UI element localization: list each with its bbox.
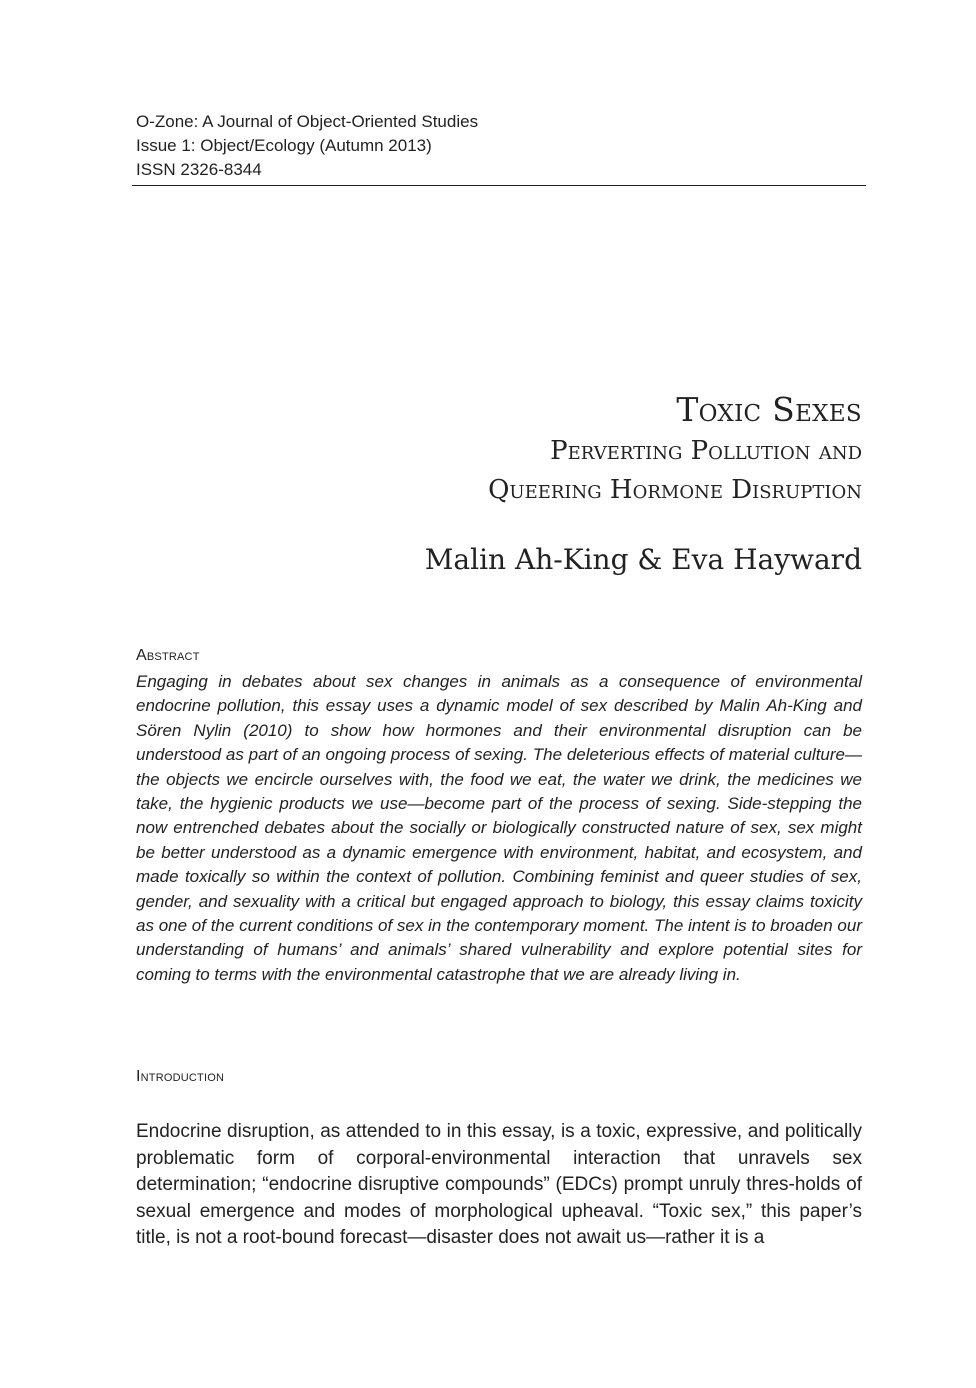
abstract-text: Engaging in debates about sex changes in animals as a consequence of environmental endocrine pollution, this essay uses a dynamic model of sex described by Malin Ah-King and Sören Nylin (2010) to show how hormones and their environmental disruption can be understood as part of an ongoing process of sexing. The deleterious effects of material culture—the objects we encircle ourselves with, the food we eat, the water we drink, the medicines we take, the hygienic products we use—become part of the process of sexing. Side-stepping the now entrenched debates about the socially or biologically constructed nature of sex, sex might be better understood as a dynamic emergence with environment, habitat, and ecosystem, and made toxically so within the context of pollution. Combining feminist and queer studies of sex, gender, and sexuality with a critical but engaged approach to biology, this essay claims toxicity as one of the current conditions of sex in the contemporary moment. The intent is to broaden our understanding of humans’ and animals’ shared vulnerability and explore potential sites for coming to terms with the environmental catastrophe that we are already living in. [136, 672, 862, 984]
journal-issn: ISSN 2326-8344 [136, 160, 262, 179]
journal-name: O-Zone: A Journal of Object-Oriented Studies [136, 112, 479, 131]
subtitle-line-2: Queering Hormone Disruption [488, 475, 862, 505]
abstract-heading: Abstract [136, 647, 200, 664]
journal-issue: Issue 1: Object/Ecology (Autumn 2013) [136, 136, 432, 155]
journal-header [136, 110, 866, 182]
article-title: Toxic Sexes [676, 390, 862, 429]
subtitle-line-1: Perverting Pollution and [550, 436, 862, 466]
title-block [302, 388, 862, 578]
header-divider [132, 185, 866, 186]
article-authors: Malin Ah-King & Eva Hayward [424, 543, 862, 576]
article-subtitle [302, 432, 862, 510]
introduction-text: Endocrine disruption, as attended to in this essay, is a toxic, expressive, and politically problematic form of corporal-environmental interaction that unravels sex determination; “endocrine disruptive compounds” (EDCs) prompt unruly thres-holds of sexual emergence and modes of morphological upheaval. “Toxic sex,” this paper’s title, is not a root-bound forecast—disaster does not await us—rather it is a [136, 1121, 862, 1248]
introduction-heading: Introduction [136, 1068, 225, 1085]
